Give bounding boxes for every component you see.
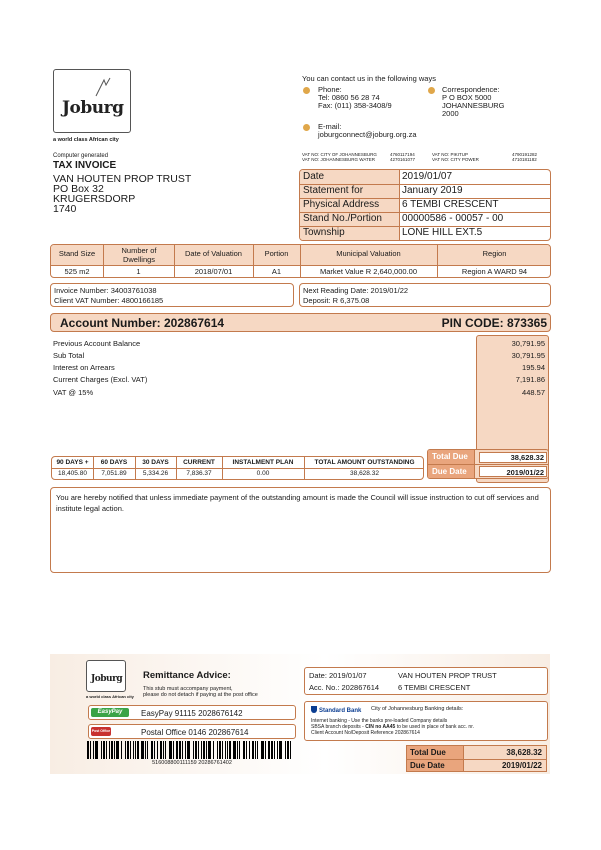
remittance-due-date-label: Due Date <box>410 761 445 770</box>
payment-barcode <box>87 741 297 759</box>
date-label: Date <box>303 171 325 182</box>
charge-label-subtotal: Sub Total <box>53 351 85 360</box>
ageing-h-instalment: INSTALMENT PLAN <box>232 459 294 466</box>
tel-number: Tel: 0860 56 28 74 <box>318 93 380 102</box>
due-date-value: 2019/01/22 <box>506 468 544 477</box>
logo-tagline: a world class African city <box>53 137 119 143</box>
remittance-tagline: a world class African city <box>86 694 134 699</box>
charge-value-prev-balance: 30,791.95 <box>511 339 545 348</box>
charge-value-subtotal: 30,791.95 <box>511 351 545 360</box>
th-municipal-valuation: Municipal Valuation <box>336 249 401 258</box>
ageing-v-total: 38,628.32 <box>350 470 379 477</box>
account-number: Account Number: 202867614 <box>60 316 225 330</box>
ageing-v-instalment: 0.00 <box>256 470 270 477</box>
email-icon <box>303 124 310 131</box>
th-region: Region <box>482 249 507 258</box>
ageing-table <box>51 456 424 480</box>
standard-bank-logo: Standard Bank <box>311 706 361 714</box>
ageing-h-60: 60 DAYS <box>100 459 128 466</box>
remittance-logo <box>86 660 126 692</box>
cin-number: CIN no AA45 <box>365 724 396 730</box>
td-valuation-date: 2018/07/01 <box>194 267 233 276</box>
barcode-number: 516008800111159 20286761402 <box>152 760 232 766</box>
computer-generated: Computer generated <box>53 153 109 159</box>
stand-value: 00000586 - 00057 - 00 <box>402 213 504 224</box>
email-label: E-mail: <box>318 122 342 131</box>
vat-water-value: 4270161077 <box>390 157 416 162</box>
vat-pikitup-value: 4790191282 <box>512 152 538 157</box>
due-date-label: Due Date <box>432 467 467 476</box>
remittance-date: Date: 2019/01/07 <box>309 671 367 680</box>
remittance-sub1: This stub must accompany payment, <box>143 686 233 692</box>
remittance-total-box <box>406 745 547 772</box>
th-portion: Portion <box>264 249 289 258</box>
charge-label-vat: VAT @ 15% <box>53 388 94 397</box>
ageing-v-30: 5,334.26 <box>142 470 169 477</box>
ageing-v-90: 18,405.80 <box>58 470 87 477</box>
phone-label: Phone: <box>318 85 342 94</box>
total-due-box <box>427 449 549 479</box>
vat-coj-value: 4760117194 <box>390 152 415 157</box>
stand-label: Stand No./Portion <box>303 213 382 224</box>
remittance-total-due-label: Total Due <box>410 748 446 757</box>
physical-address-label: Physical Address <box>303 199 380 210</box>
th-stand-size: Stand Size <box>58 249 96 258</box>
td-portion: A1 <box>271 267 282 276</box>
email-address[interactable]: joburgconnect@joburg.org.za <box>318 130 417 139</box>
vat-power-label: VAT NO: CITY POWER <box>432 157 479 162</box>
easypay-logo: EasyPay <box>91 708 129 717</box>
td-municipal-valuation: Market Value R 2,640,000.00 <box>319 267 417 276</box>
ageing-v-60: 7,051.89 <box>101 470 127 477</box>
invoice-ref-box <box>50 283 294 307</box>
skyline-icon <box>94 76 118 98</box>
correspondence-line1: P O BOX 5000 <box>442 93 492 102</box>
statement-value: January 2019 <box>402 185 463 196</box>
township-value: LONE HILL EXT.5 <box>402 227 483 238</box>
bank-details-box <box>304 701 548 741</box>
charge-label-current: Current Charges (Excl. VAT) <box>53 375 148 384</box>
vat-pikitup-label: VAT NO: PIKITUP <box>432 152 469 157</box>
client-vat-number: Client VAT Number: 4800166185 <box>54 296 164 305</box>
bank-line-internet: Internet banking - Use the banks pre-loaded Company details <box>311 718 448 724</box>
postoffice-reference: Postal Office 0146 202867614 <box>141 728 249 737</box>
ageing-h-current: CURRENT <box>183 459 215 466</box>
addr-line1: VAN HOUTEN PROP TRUST <box>53 173 192 185</box>
property-table <box>50 244 551 278</box>
td-stand-size: 525 m2 <box>64 267 90 276</box>
joburg-logo <box>53 69 131 133</box>
ageing-h-30: 30 DAYS <box>142 459 169 466</box>
ageing-v-current: 7,836.37 <box>186 470 212 477</box>
easypay-reference: EasyPay 91115 2028676142 <box>141 709 243 718</box>
mail-icon <box>428 87 435 94</box>
invoice-number: Invoice Number: 34003761038 <box>54 286 157 295</box>
legal-notice-box <box>50 487 551 573</box>
deposit: Deposit: R 6,375.08 <box>303 296 370 305</box>
addr-line2: PO Box 32 <box>53 183 104 195</box>
remittance-stub <box>50 654 550 774</box>
shield-icon <box>311 706 317 713</box>
charge-value-vat: 448.57 <box>522 388 545 397</box>
remittance-acc: Acc. No.: 202867614 <box>309 683 380 692</box>
phone-icon <box>303 87 310 94</box>
td-region: Region A WARD 94 <box>461 267 528 276</box>
remittance-address-box <box>304 667 548 695</box>
bank-line-branch: SBSA branch deposits - CIN no AA45 to be used in place of bank acc. nr. <box>311 724 474 730</box>
correspondence-line2: JOHANNESBURG <box>442 101 505 110</box>
correspondence-line3: 2000 <box>442 109 459 118</box>
charge-label-prev-balance: Previous Account Balance <box>53 339 141 348</box>
vat-power-value: 4710181182 <box>512 157 537 162</box>
statement-label: Statement for <box>303 185 364 196</box>
township-label: Township <box>303 227 345 238</box>
fax-number: Fax: (011) 358-3408/9 <box>318 101 392 110</box>
th-dwellings: Number of Dwellings <box>121 246 157 264</box>
correspondence-label: Correspondence: <box>442 85 500 94</box>
pin-code: PIN CODE: 873365 <box>441 316 547 330</box>
account-bar <box>50 313 551 332</box>
tax-invoice-title: TAX INVOICE <box>53 160 117 171</box>
charge-value-current: 7,191.86 <box>515 375 545 384</box>
ageing-h-total: TOTAL AMOUNT OUTSTANDING <box>314 459 415 466</box>
addr-line3: KRUGERSDORP <box>53 193 136 205</box>
logo-text: Joburg <box>62 98 124 118</box>
bank-details-title: City of Johannesburg Banking details: <box>371 706 464 712</box>
remittance-logo-text: Joburg <box>91 674 123 684</box>
vat-water-label: VAT NO: JOHANNESBURG WATER <box>302 157 376 162</box>
vat-coj-label: VAT NO: CITY OF JOHANNESBURG <box>302 152 377 157</box>
bank-line-reference: Client Account No/Deposit Reference 202867614 <box>311 730 420 736</box>
physical-address-value: 6 TEMBI CRESCENT <box>402 199 499 210</box>
next-reading-date: Next Reading Date: 2019/01/22 <box>303 286 409 295</box>
date-value: 2019/01/07 <box>402 171 453 182</box>
remittance-title: Remittance Advice: <box>143 670 231 681</box>
charge-label-interest: Interest on Arrears <box>53 363 115 372</box>
remittance-due-date-value: 2019/01/22 <box>501 761 542 770</box>
reading-deposit-box <box>299 283 551 307</box>
total-due-value: 38,628.32 <box>510 453 544 462</box>
td-dwellings: 1 <box>136 267 141 276</box>
remittance-name: VAN HOUTEN PROP TRUST <box>398 671 497 680</box>
statement-info-table <box>299 169 551 241</box>
addr-line4: 1740 <box>53 203 77 215</box>
postoffice-logo: Post Office <box>91 727 111 736</box>
charge-value-interest: 195.94 <box>522 363 545 372</box>
remittance-total-due-value: 38,628.32 <box>506 748 542 757</box>
th-valuation-date: Date of Valuation <box>185 249 242 258</box>
remittance-address: 6 TEMBI CRESCENT <box>398 683 471 692</box>
legal-notice-text: You are hereby notified that unless immediate payment of the outstanding amount is made the Council will issue instruction to cut off services and institute legal action. <box>56 493 539 513</box>
remittance-sub2: please do not detach if paying at the post office <box>143 692 258 698</box>
contact-intro: You can contact us in the following ways <box>302 74 436 83</box>
ageing-h-90: 90 DAYS + <box>56 459 89 466</box>
total-due-label: Total Due <box>432 452 468 461</box>
